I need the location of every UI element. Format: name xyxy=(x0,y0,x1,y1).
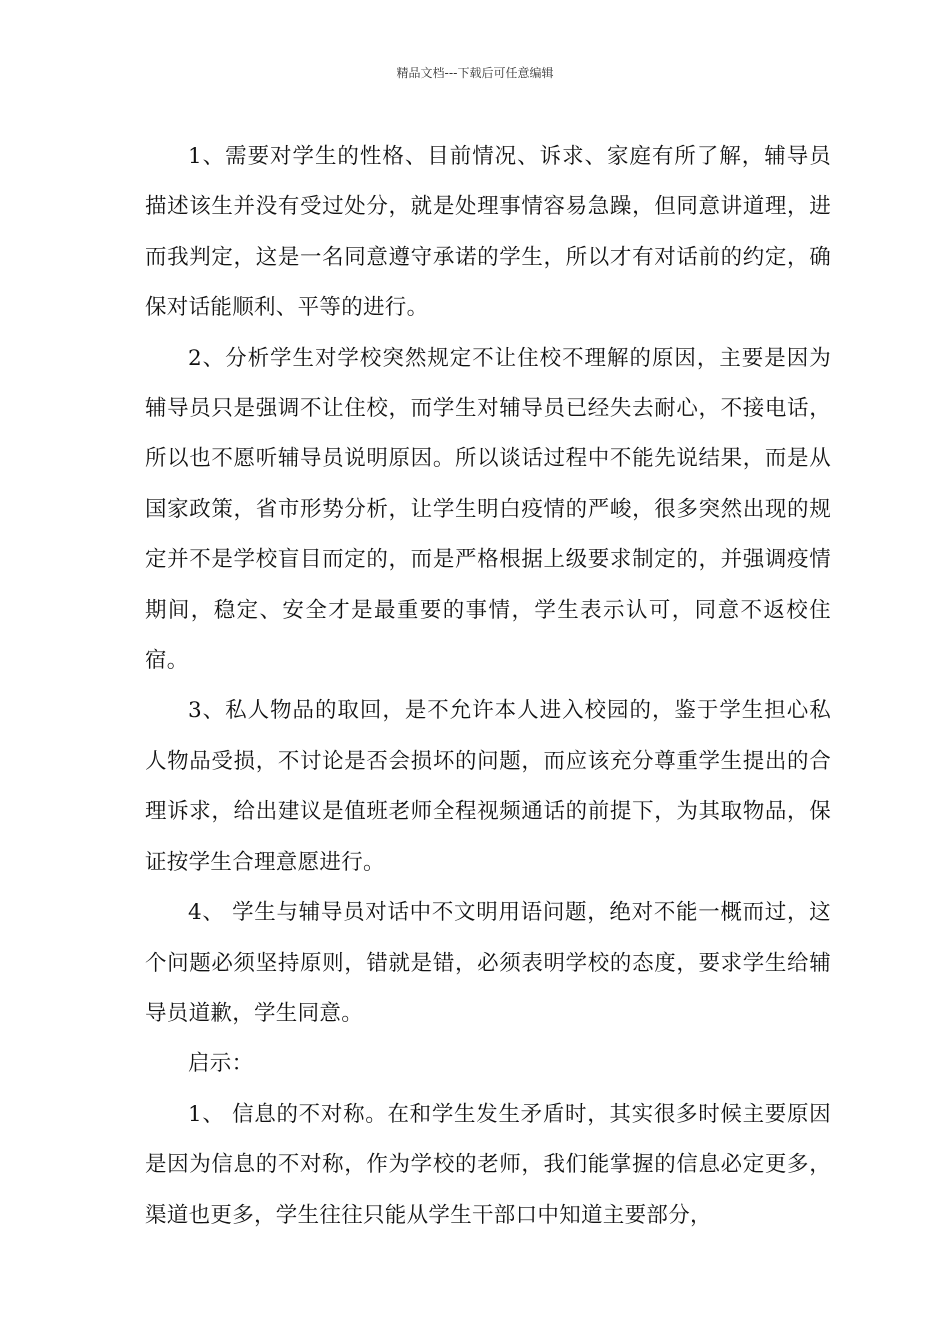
section-heading-insights: 启示： xyxy=(188,1051,254,1077)
paragraph-3: 3、私人物品的取回，是不允许本人进入校园的，鉴于学生担心私人物品受损，不讨论是否会损坏的问题，而应该充分尊重学生提出的合理诉求，给出建议是值班老师全程视频通话的前提下，为其取物品，保证按学生合理意愿进行。 xyxy=(145,698,831,875)
document-body xyxy=(145,132,831,1241)
paragraph-1: 1、需要对学生的性格、目前情况、诉求、家庭有所了解，辅导员描述该生并没有受过处分，就是处理事情容易急躁，但同意讲道理，进而我判定，这是一名同意遵守承诺的学生，所以才有对话前的约定，确保对话能顺利、平等的进行。 xyxy=(145,144,831,321)
page-header: 精品文档---下载后可任意编辑 xyxy=(396,66,554,80)
paragraph-4: 4、 学生与辅导员对话中不文明用语问题，绝对不能一概而过，这个问题必须坚持原则，错就是错，必须表明学校的态度，要求学生给辅导员道歉，学生同意。 xyxy=(145,900,831,1026)
paragraph-insight-1: 1、 信息的不对称。在和学生发生矛盾时，其实很多时候主要原因是因为信息的不对称，作为学校的老师，我们能掌握的信息必定更多，渠道也更多，学生往往只能从学生干部口中知道主要部分， xyxy=(145,1101,831,1228)
paragraph-2: 2、分析学生对学校突然规定不让住校不理解的原因，主要是因为辅导员只是强调不让住校，而学生对辅导员已经失去耐心，不接电话，所以也不愿听辅导员说明原因。所以谈话过程中不能先说结果，而是从国家政策，省市形势分析，让学生明白疫情的严峻，很多突然出现的规定并不是学校盲目而定的，而是严格根据上级要求制定的，并强调疫情期间，稳定、安全才是最重要的事情，学生表示认可，同意不返校住宿。 xyxy=(145,345,831,674)
